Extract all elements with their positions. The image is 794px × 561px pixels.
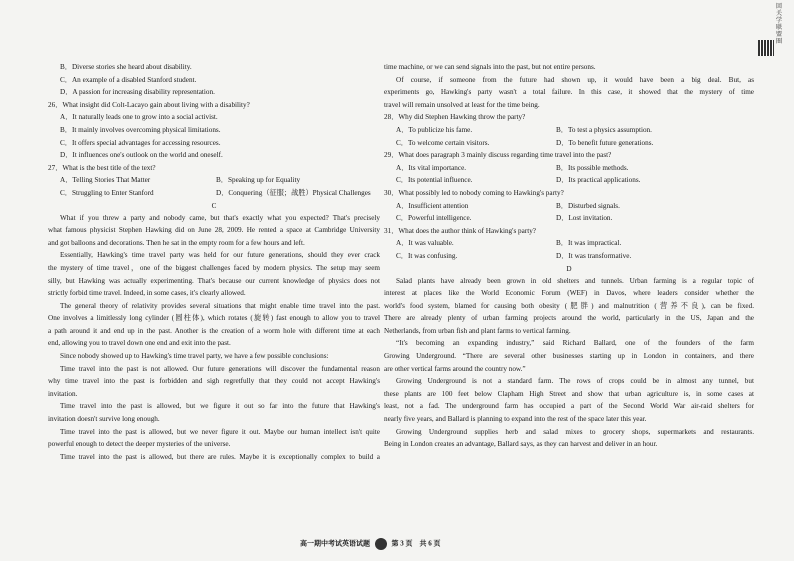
passage-line: Time travel into the past is not allowed. Our future generations will discover the fundamental reason (60, 364, 380, 373)
q30-option-a: A．Insufficient attention (396, 201, 469, 210)
passage-line: Since nobody showed up to Hawking's time travel party, we have a few possible conclusions: (60, 352, 329, 361)
q28-option-a: A．To publicize his fame. (396, 125, 473, 134)
passage-line: There are already plenty of urban farming projects around the world, particularly in the US, Japan and the (384, 314, 754, 323)
q30-options (384, 200, 754, 225)
passage-line: powerful enough to detect the deeper mysteries of the universe. (48, 440, 231, 449)
passage-line: strictly forbid time travel. Indeed, in some cases, it's clearly allowed. (48, 289, 246, 298)
passage-line: Growing Underground. “There are several other businesses starting up in London in containers, and there (384, 352, 754, 361)
passage-line: Growing Underground is not a standard farm. The rows of crops could be in almost any tunnel, but (396, 377, 754, 386)
q31-option-b: B．It was impractical. (556, 239, 622, 248)
passage-line: Netherlands, from urban fish and plant farms to vertical farming. (384, 326, 571, 335)
q29-option-a: A．Its vital importance. (396, 163, 467, 172)
passage-line: end, allowing you to travel down one end and exit into the past. (48, 339, 231, 348)
q25-option-d: D．A passion for increasing disability representation. (60, 88, 215, 97)
passage-line: silly, but Hawking was actually experimenting. That's because our current knowledge of physics does not (48, 276, 380, 285)
right-column (384, 61, 754, 451)
passage-line: these plants are 100 feet below Clapham High Street and show that urban agriculture is, in some cases at (384, 389, 754, 398)
passage-line: the mystery of time travel，one of the biggest challenges faced by modern physics. The setup may seem (48, 263, 380, 272)
q28-option-c: C．To welcome certain visitors. (396, 138, 490, 147)
q26-option-a: A．It naturally leads one to grow into a social activist. (60, 113, 218, 122)
passage-line: and got balloons and decorations. Then he sat in the empty room for a few hours and left. (48, 238, 305, 247)
q31-stem: 31．What does the author think of Hawking's party? (384, 226, 536, 235)
passage-line: What if you threw a party and nobody came, but that's exactly what you expected? That's precisely (60, 213, 380, 222)
q25-option-c: C．An example of a disabled Stanford student. (60, 75, 197, 84)
section-c-label: C (211, 201, 217, 210)
passage-line: Growing Underground supplies herb and salad mixes to grocery shops, supermarkets and restaurants. (396, 427, 754, 436)
q29-option-d: D．Its practical applications. (556, 176, 641, 185)
q28-options (384, 124, 754, 149)
passage-line: invitation doesn't survive long enough. (48, 415, 160, 424)
passage-line: Essentially, Hawking's time travel party was held for our future generations, should they ever crack (60, 251, 380, 260)
passage-line: a path around it and end up in the past. Another is the creation of a worm hole with different time at each (48, 326, 380, 335)
passage-line: Time travel into the past is allowed, but there are rules. Maybe it is exceptionally complex to build a (60, 452, 380, 461)
section-d-label: D (566, 264, 572, 273)
passage-line: Salad plants have already been grown in old shelters and tunnels. Urban farming is a regular topic of (396, 276, 754, 285)
q29-option-b: B．Its possible methods. (556, 163, 629, 172)
left-column (48, 61, 380, 463)
q30-option-d: D．Lost invitation. (556, 214, 613, 223)
passage-line: time machine, or we can send signals into the past, but not entire persons. (384, 63, 596, 71)
q28-option-b: B．To test a physics assumption. (556, 125, 652, 134)
passage-line: invitation. (48, 389, 78, 398)
school-logo-icon (375, 538, 387, 550)
q26-option-b: B．It mainly involves overcoming physical limitations. (60, 125, 221, 134)
q31-options (384, 237, 754, 262)
qr-code-block (756, 4, 784, 68)
q29-stem: 29．What does paragraph 3 mainly discuss regarding time travel into the past? (384, 151, 612, 160)
passage-line: One involves a limitlessly long cylinder (圆柱体), which rotates (旋转) fast enough to allow you to travel (48, 314, 380, 323)
passage-line: why time travel into the past is forbidden and sigh regretfully that they could not accept Hawking's (48, 377, 380, 386)
passage-line: are other vertical farms around the country now.” (384, 364, 526, 373)
passage-line: The general theory of relativity provides several situations that might enable time travel into the past. (60, 301, 380, 310)
passage-line: Being in London creates an advantage, Ballard says, as they can harvest and deliver in an hour. (384, 440, 658, 449)
q26-stem: 26．What insight did Colt-Lacayo gain about living with a disability? (48, 100, 250, 109)
q29-option-c: C．Its potential influence. (396, 176, 473, 185)
qr-code-icon (758, 40, 774, 56)
q27-options (48, 174, 380, 199)
q27-option-a: A．Telling Stories That Matter (60, 176, 151, 185)
q27-option-b: B．Speaking up for Equality (216, 176, 301, 185)
page-total: 共 6 页 (419, 539, 441, 548)
passage-line: “It's becoming an expanding industry,” said Richard Ballard, one of the founders of the farm (396, 339, 754, 348)
page-number: 第 3 页 (391, 539, 413, 548)
q26-option-d: D．It influences one's outlook on the world and oneself. (60, 151, 223, 160)
qr-caption: 回关学联盟圈 (776, 4, 783, 45)
passage-line: travel will remain unsolved at least for the time being. (384, 100, 540, 109)
passage-line: world's food system, blamed for causing both obesity (肥胖) and malnutrition (营养不良), can be fixed. (384, 301, 754, 310)
passage-line: what famous physicist Stephen Hawking did on June 28, 2009. He rented a space at Cambridge University (48, 226, 380, 235)
passage-line: interest at places like the World Economic Forum (WEF) in Davos, where leaders consider whether the (384, 289, 754, 298)
passage-line: nearly five years, and Ballard is planning to expand into the rest of the space later this year. (384, 415, 647, 424)
page-footer (300, 538, 441, 550)
passage-line: experiments go, Hawking's party wasn't a total failure. In this case, it showed that the mystery of time (384, 88, 754, 97)
q28-stem: 28．Why did Stephen Hawking throw the party? (384, 113, 526, 122)
passage-line: Time travel into the past is allowed, but we figure it out so far into the future that Hawking's (60, 402, 380, 411)
q27-option-d: D．Conquering（征服；战胜）Physical Challenges (216, 188, 371, 197)
passage-line: Of course, if someone from the future had shown up, it would have been a big deal. But, as (396, 75, 754, 84)
q30-option-c: C．Powerful intelligence. (396, 214, 472, 223)
q26-option-c: C．It offers special advantages for accessing resources. (60, 138, 221, 147)
passage-line: Time travel into the past is allowed, but we never figure it out. Maybe our human intellect isn't quite (60, 427, 380, 436)
q29-options (384, 162, 754, 187)
q27-stem: 27．What is the best title of the text? (48, 163, 156, 172)
q31-option-c: C．It was confusing. (396, 251, 458, 260)
q30-stem: 30．What possibly led to nobody coming to Hawking's party? (384, 188, 564, 197)
exam-name: 高一期中考试英语试题 (300, 539, 370, 548)
q27-option-c: C．Struggling to Enter Stanford (60, 188, 154, 197)
q30-option-b: B．Disturbed signals. (556, 201, 620, 210)
q31-option-d: D．It was transformative. (556, 251, 632, 260)
q25-option-b: B．Diverse stories she heard about disability. (60, 63, 192, 71)
passage-line: least, not a fad. The underground farm has occupied a part of the Second World War air-raid shelters for (384, 402, 754, 411)
q28-option-d: D．To benefit future generations. (556, 138, 654, 147)
q31-option-a: A．It was valuable. (396, 239, 454, 248)
